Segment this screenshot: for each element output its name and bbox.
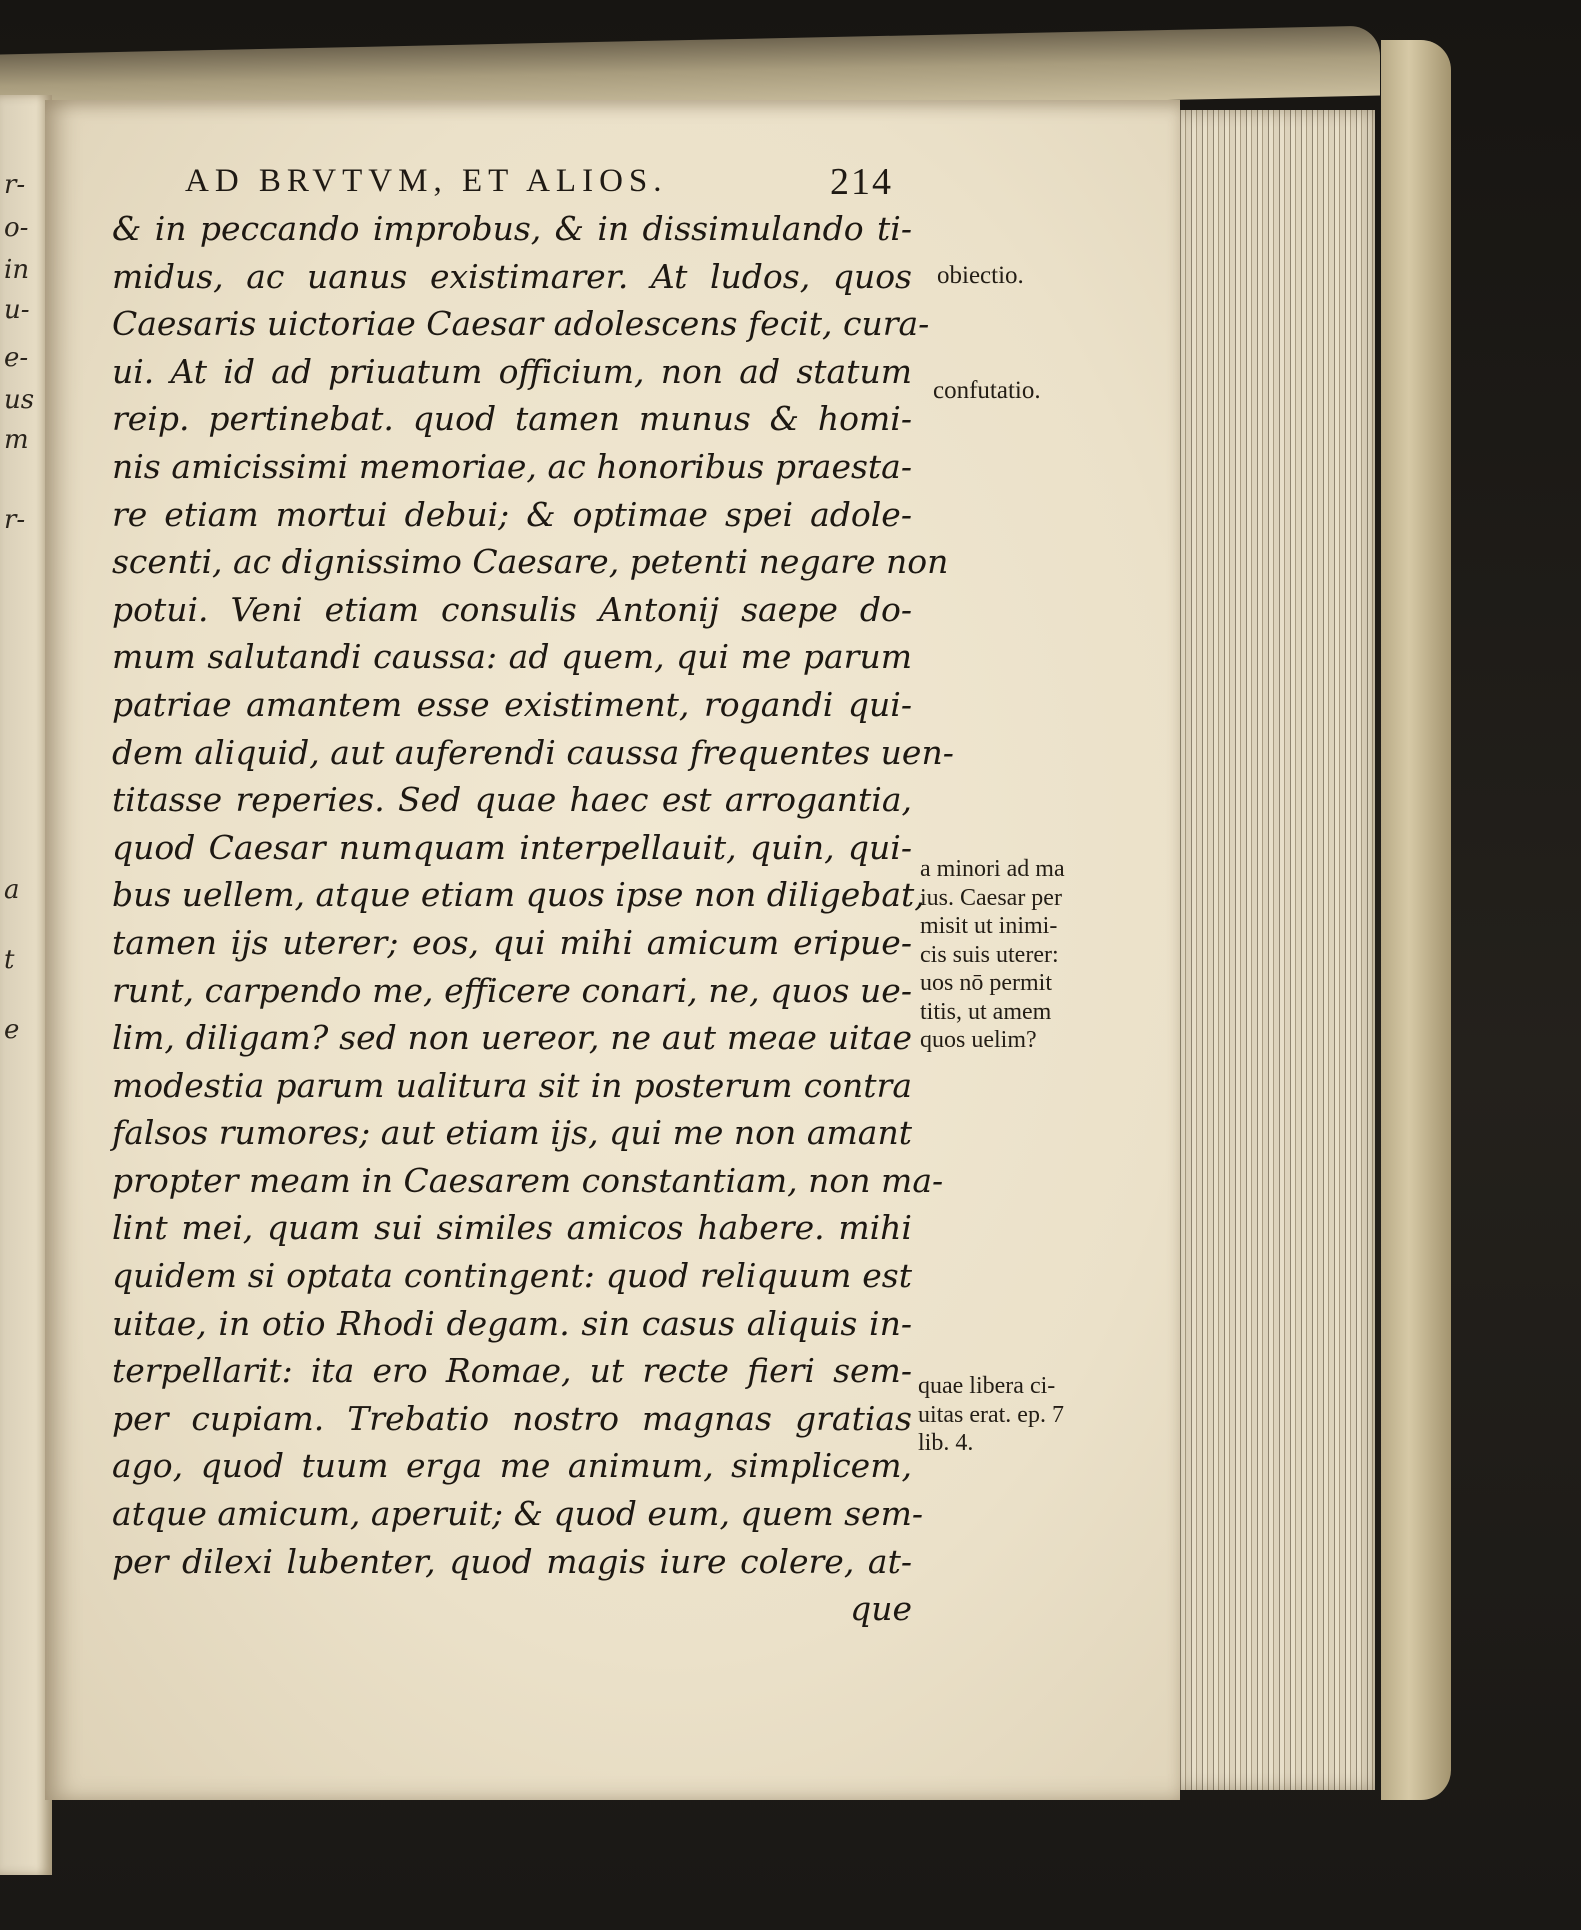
marginal-note-libera-civitas [918, 1372, 1064, 1458]
facing-fragment: e- [4, 343, 29, 373]
text-line: runt, carpendo me, efficere conari, ne, quos ue- [112, 970, 912, 1010]
marginal-note-line: uitas erat. ep. 7 [918, 1401, 1064, 1428]
text-line: lint mei, quam sui similes amicos habere. mihi [112, 1208, 912, 1248]
running-title: AD BRVTVM, ET ALIOS. [185, 163, 668, 199]
text-line: titasse reperies. Sed quae haec est arrogantia, [112, 780, 912, 820]
facing-fragment: u- [4, 295, 30, 325]
marginal-note-line: cis suis uterer: [920, 941, 1059, 968]
text-line: uitae, in otio Rhodi degam. sin casus aliquis in- [112, 1303, 912, 1343]
text-line: lim, diligam? sed non uereor, ne aut meae uitae [112, 1018, 912, 1058]
text-line: & in peccando improbus, & in dissimulando ti- [112, 209, 912, 248]
facing-fragment: r- [4, 170, 26, 200]
text-line: patriae amantem esse existiment, rogandi qui- [112, 684, 912, 724]
text-line: per dilexi lubenter, quod magis iure colere, at- [112, 1541, 912, 1581]
text-line: ui. At id ad priuatum officium, non ad statum [112, 351, 912, 391]
text-line: propter meam in Caesarem constantiam, non ma- [112, 1160, 944, 1200]
text-line: falsos rumores; aut etiam ijs, qui me non amant [112, 1113, 912, 1153]
facing-fragment: m [4, 425, 29, 455]
marginal-note-line: quos uelim? [920, 1027, 1037, 1053]
facing-fragment: us [4, 385, 35, 415]
text-line: quod Caesar numquam interpellauit, quin, qui- [112, 827, 912, 867]
text-line: mum salutandi caussa: ad quem, qui me parum [112, 637, 912, 677]
marginal-note-line: ius. Caesar per [920, 884, 1062, 911]
text-line: terpellarit: ita ero Romae, ut recte fieri sem- [112, 1351, 912, 1391]
catchword: que [850, 1589, 912, 1629]
marginal-note-a-minori [920, 855, 1065, 1055]
facing-fragment: a [4, 875, 20, 905]
text-line: scenti, ac dignissimo Caesare, petenti negare non [112, 542, 949, 582]
marginal-note-line: quae libera ci- [918, 1373, 1056, 1399]
text-line: re etiam mortui debui; & optimae spei adole- [112, 494, 912, 534]
text-line: tamen ijs uterer; eos, qui mihi amicum eripue- [112, 922, 912, 962]
marginal-note-line: a minori ad ma [920, 856, 1065, 882]
text-line: atque amicum, aperuit; & quod eum, quem sem- [112, 1494, 924, 1534]
text-line: potui. Veni etiam consulis Antonij saepe do- [112, 589, 912, 629]
text-line: bus uellem, atque etiam quos ipse non diligebat, [112, 875, 925, 915]
facing-fragment: e [4, 1015, 20, 1045]
marginal-note-line: misit ut inimi- [920, 913, 1058, 939]
text-line: dem aliquid, aut auferendi caussa frequentes uen- [112, 732, 954, 772]
text-line: nis amicissimi memoriae, ac honoribus praesta- [112, 446, 912, 486]
text-line: per cupiam. Trebatio nostro magnas gratias [112, 1398, 912, 1438]
text-line: modestia parum ualitura sit in posterum contra [112, 1065, 912, 1105]
text-line: Caesaris uictoriae Caesar adolescens fecit, cura- [112, 304, 930, 344]
marginal-note-line: titis, ut amem [920, 998, 1052, 1025]
facing-fragment: in [4, 255, 30, 285]
facing-fragment: t [4, 945, 15, 975]
marginal-note-line: uos nō permit [920, 970, 1052, 996]
text-line: quidem si optata contingent: quod reliquum est [112, 1256, 912, 1296]
right-cover-board [1381, 40, 1451, 1800]
marginal-note-objection: obiectio. [937, 262, 1024, 289]
page-number: 214 [830, 161, 893, 203]
marginal-note-refutation: confutatio. [933, 377, 1041, 404]
marginal-note-line: lib. 4. [918, 1430, 974, 1456]
text-line: reip. pertinebat. quod tamen munus & homi- [112, 399, 912, 439]
page-block-edges [1175, 110, 1375, 1790]
facing-fragment: o- [4, 213, 29, 243]
text-line: ago, quod tuum erga me animum, simplicem, [112, 1446, 912, 1486]
facing-fragment: r- [4, 505, 26, 535]
text-line: midus, ac uanus existimarer. At ludos, quos [112, 256, 912, 296]
